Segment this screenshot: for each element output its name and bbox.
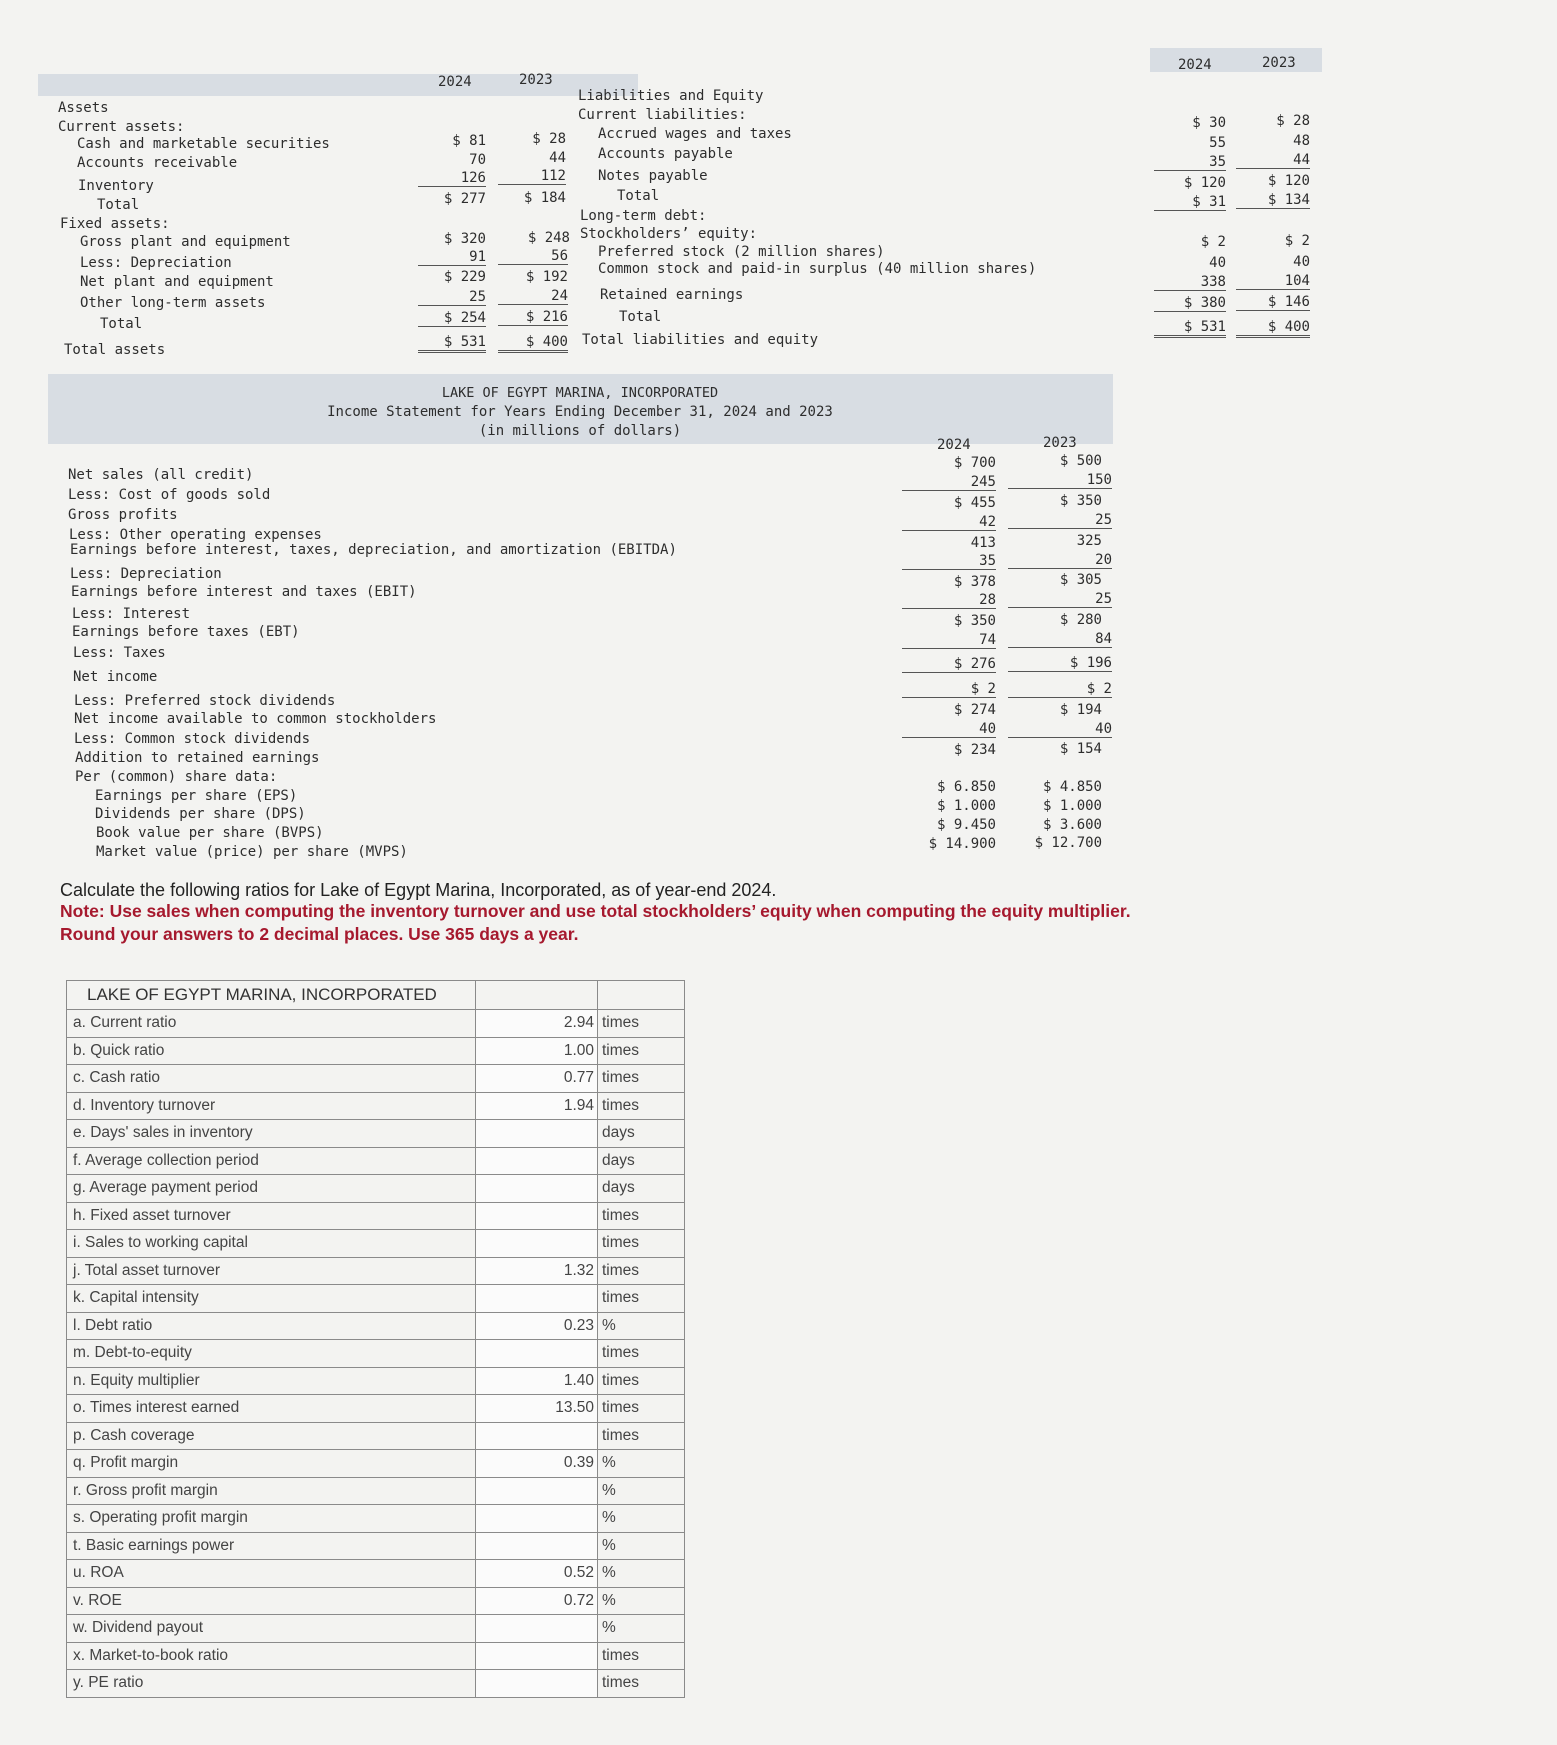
is-row-label: Less: Preferred stock dividends: [74, 693, 336, 709]
ratio-answer-input[interactable]: [476, 1147, 598, 1175]
ratio-row: [67, 1147, 685, 1175]
receivables-2023: 44: [549, 150, 566, 166]
receivables-2024: 70: [469, 152, 486, 168]
per-share-2024: $ 14.900: [928, 836, 996, 852]
total-assets-2024: $ 531: [418, 334, 486, 353]
is-row-label: Less: Taxes: [73, 645, 166, 661]
accrued-label: Accrued wages and taxes: [598, 126, 792, 142]
ratio-unit: times: [598, 1670, 685, 1698]
ratio-unit: %: [598, 1587, 685, 1615]
ratio-label: i. Sales to working capital: [67, 1230, 476, 1258]
ratio-unit: times: [598, 1285, 685, 1313]
ratio-row: [67, 1202, 685, 1230]
ratio-unit: times: [598, 1065, 685, 1093]
is-2024-value: $ 378: [953, 574, 996, 590]
ratio-unit: times: [598, 1010, 685, 1038]
is-2023-value: 150: [1008, 472, 1112, 489]
ratio-unit: %: [598, 1505, 685, 1533]
ratio-label: r. Gross profit margin: [67, 1477, 476, 1505]
ratio-label: a. Current ratio: [67, 1010, 476, 1038]
is-2023-value: 25: [1008, 591, 1112, 608]
ratio-unit: times: [598, 1395, 685, 1423]
is-2024-value: 40: [902, 721, 996, 738]
ratio-label: s. Operating profit margin: [67, 1505, 476, 1533]
total-le-2024: $ 531: [1154, 319, 1226, 338]
is-row-label: Net sales (all credit): [68, 467, 254, 483]
ratio-label: l. Debt ratio: [67, 1312, 476, 1340]
ratio-label: e. Days' sales in inventory: [67, 1120, 476, 1148]
ratio-unit: times: [598, 1092, 685, 1120]
is-2023-value: $ 154: [1059, 741, 1102, 757]
ratio-unit: %: [598, 1560, 685, 1588]
ratio-row: [67, 1230, 685, 1258]
per-share-2023: $ 4.850: [1042, 779, 1102, 795]
other-lt-label: Other long-term assets: [80, 295, 266, 311]
ratio-unit: %: [598, 1477, 685, 1505]
cash-2024: $ 81: [452, 133, 486, 149]
ratio-unit: times: [598, 1367, 685, 1395]
ratio-unit: %: [598, 1450, 685, 1478]
ratio-label: t. Basic earnings power: [67, 1532, 476, 1560]
per-share-label: Dividends per share (DPS): [95, 806, 306, 822]
retained-2023: 104: [1236, 273, 1310, 290]
ratio-answer-input[interactable]: 0.23: [476, 1312, 598, 1340]
ratio-row: [67, 1175, 685, 1203]
is-2023-value: $ 196: [1008, 655, 1112, 672]
fixed-assets-heading: Fixed assets:: [60, 216, 170, 232]
fixed-total-2024: $ 254: [418, 310, 486, 327]
lt-debt-label: Long-term debt:: [580, 208, 707, 224]
retained-label: Retained earnings: [600, 287, 744, 303]
ratio-row: [67, 1340, 685, 1368]
is-row-label: Gross profits: [68, 507, 178, 523]
ratio-label: f. Average collection period: [67, 1147, 476, 1175]
is-row-label: Less: Cost of goods sold: [68, 487, 271, 503]
inventory-2024: 126: [418, 170, 486, 187]
preferred-2023: $ 2: [1284, 233, 1310, 249]
common-label: Common stock and paid-in surplus (40 million shares): [598, 261, 1037, 277]
cl-total-label: Total: [617, 188, 660, 204]
ratio-row: [67, 1560, 685, 1588]
total-le-label: Total liabilities and equity: [582, 332, 819, 348]
ratio-label: p. Cash coverage: [67, 1422, 476, 1450]
ratio-label: h. Fixed asset turnover: [67, 1202, 476, 1230]
ratio-answer-input[interactable]: [476, 1532, 598, 1560]
ratio-label: q. Profit margin: [67, 1450, 476, 1478]
per-share-2024: $ 6.850: [936, 779, 996, 795]
is-2023-value: $ 305: [1059, 572, 1102, 588]
net-plant-2024: $ 229: [443, 269, 486, 285]
notes-2023: 44: [1236, 152, 1310, 169]
total-le-2023: $ 400: [1236, 319, 1310, 338]
is-2024-value: 74: [902, 632, 996, 649]
ratio-row: [67, 1092, 685, 1120]
ratio-row: [67, 1367, 685, 1395]
ratio-label: x. Market-to-book ratio: [67, 1642, 476, 1670]
ratio-unit: times: [598, 1257, 685, 1285]
is-row-label: Less: Other operating expenses: [69, 527, 322, 543]
ratio-answer-input[interactable]: [476, 1477, 598, 1505]
ratio-row: [67, 1450, 685, 1478]
ratio-label: b. Quick ratio: [67, 1037, 476, 1065]
ratio-label: u. ROA: [67, 1560, 476, 1588]
ratio-row: [67, 1120, 685, 1148]
ratio-label: d. Inventory turnover: [67, 1092, 476, 1120]
ratio-answer-input[interactable]: [476, 1285, 598, 1313]
is-row-label: Net income: [73, 669, 158, 685]
le-year-2024: 2024: [1178, 57, 1212, 73]
is-2023-value: $ 280: [1059, 612, 1102, 628]
ratio-answer-input[interactable]: 2.94: [476, 1010, 598, 1038]
ratio-answer-input[interactable]: [476, 1670, 598, 1698]
ratio-unit: days: [598, 1175, 685, 1203]
is-2023-value: 40: [1008, 721, 1112, 738]
is-2024-value: 28: [902, 592, 996, 609]
is-2024-value: 42: [902, 514, 996, 531]
notes-2024: 35: [1154, 154, 1226, 171]
ratio-label: y. PE ratio: [67, 1670, 476, 1698]
per-share-label: Earnings per share (EPS): [95, 788, 298, 804]
ratio-row: [67, 1615, 685, 1643]
preferred-label: Preferred stock (2 million shares): [598, 244, 885, 260]
ratio-answer-input[interactable]: 0.39: [476, 1450, 598, 1478]
is-row-label: Earnings before interest and taxes (EBIT): [71, 584, 417, 600]
current-assets-heading: Current assets:: [58, 119, 185, 135]
ratio-row: [67, 1395, 685, 1423]
is-2024-value: $ 234: [953, 742, 996, 758]
per-share-2023: $ 1.000: [1042, 798, 1102, 814]
ratio-answer-input[interactable]: [476, 1422, 598, 1450]
depreciation-2023: 56: [498, 248, 568, 265]
is-2024-value: $ 700: [953, 455, 996, 471]
ratio-unit: times: [598, 1037, 685, 1065]
se-total-2023: $ 146: [1236, 294, 1310, 311]
payables-2024: 55: [1209, 135, 1226, 151]
ratio-row: [67, 1670, 685, 1698]
total-assets-2023: $ 400: [498, 334, 568, 353]
is-row-label: Addition to retained earnings: [75, 750, 320, 766]
ratio-answer-input[interactable]: 1.40: [476, 1367, 598, 1395]
ratio-answer-input[interactable]: 1.00: [476, 1037, 598, 1065]
is-year-2023: 2023: [1043, 435, 1077, 451]
is-2024-value: 413: [970, 535, 996, 551]
cl-total-2023: $ 120: [1267, 173, 1310, 189]
ratio-unit: times: [598, 1422, 685, 1450]
is-2023-value: 325: [1076, 533, 1102, 549]
is-year-2024: 2024: [937, 437, 971, 453]
accrued-2024: $ 30: [1192, 115, 1226, 131]
is-2024-value: $ 274: [953, 702, 996, 718]
ratio-answer-input[interactable]: 0.72: [476, 1587, 598, 1615]
lt-debt-2024: $ 31: [1154, 194, 1226, 211]
per-share-2024: $ 1.000: [936, 798, 996, 814]
retained-2024: 338: [1154, 274, 1226, 291]
ratio-unit: %: [598, 1615, 685, 1643]
is-2023-value: $ 2: [1008, 681, 1112, 698]
is-2024-value: 245: [902, 474, 996, 491]
is-row-label: Less: Interest: [72, 606, 191, 622]
ratio-unit: %: [598, 1312, 685, 1340]
common-2023: 40: [1293, 254, 1310, 270]
liabilities-heading: Liabilities and Equity: [578, 88, 764, 104]
cash-2023: $ 28: [532, 131, 566, 147]
question-intro: Calculate the following ratios for Lake of Egypt Marina, Incorporated, as of year-end 2024.: [60, 880, 777, 900]
question-rounding: Round your answers to 2 decimal places. Use 365 days a year.: [60, 924, 579, 944]
current-total-2024: $ 277: [443, 191, 486, 207]
ratio-label: j. Total asset turnover: [67, 1257, 476, 1285]
gross-plant-2024: $ 320: [443, 231, 486, 247]
ratio-label: v. ROE: [67, 1587, 476, 1615]
ratio-label: o. Times interest earned: [67, 1395, 476, 1423]
per-share-2023: $ 12.700: [1034, 835, 1102, 851]
per-share-2024: $ 9.450: [936, 817, 996, 833]
accrued-2023: $ 28: [1276, 113, 1310, 129]
ratio-row: [67, 1065, 685, 1093]
gross-plant-2023: $ 248: [527, 230, 570, 246]
ratio-row: [67, 1642, 685, 1670]
ratio-unit: times: [598, 1642, 685, 1670]
ratio-row: [67, 1257, 685, 1285]
payables-label: Accounts payable: [598, 146, 733, 162]
is-2024-value: 35: [902, 553, 996, 570]
ratio-answer-input[interactable]: [476, 1505, 598, 1533]
question-note: Note: Use sales when computing the inventory turnover and use total stockholders’ equity when computing the equity multiplier.: [60, 901, 1131, 921]
ratio-unit: days: [598, 1120, 685, 1148]
ratio-label: m. Debt-to-equity: [67, 1340, 476, 1368]
is-2024-value: $ 455: [953, 495, 996, 511]
is-2023-value: 84: [1008, 631, 1112, 648]
is-2023-value: $ 500: [1059, 453, 1102, 469]
ratio-unit: times: [598, 1340, 685, 1368]
is-row-label: Less: Common stock dividends: [74, 731, 311, 747]
is-2023-value: 20: [1008, 552, 1112, 569]
is-row-label: Net income available to common stockholders: [74, 711, 437, 727]
receivables-label: Accounts receivable: [77, 155, 238, 171]
ratio-row: [67, 1587, 685, 1615]
cash-label: Cash and marketable securities: [77, 136, 330, 152]
ratio-unit: %: [598, 1532, 685, 1560]
cl-total-2024: $ 120: [1183, 175, 1226, 191]
is-row-label: Earnings before interest, taxes, depreciation, and amortization (EBITDA): [70, 542, 677, 558]
inventory-label: Inventory: [78, 178, 154, 194]
is-row-label: Less: Depreciation: [70, 566, 222, 582]
ratio-answer-input[interactable]: [476, 1615, 598, 1643]
ratio-answer-input[interactable]: 1.94: [476, 1092, 598, 1120]
is-2024-value: $ 2: [902, 681, 996, 698]
payables-2023: 48: [1293, 133, 1310, 149]
lt-debt-2023: $ 134: [1236, 192, 1310, 209]
ratio-label: k. Capital intensity: [67, 1285, 476, 1313]
ratio-answer-table: [66, 980, 685, 1698]
ratio-answer-input[interactable]: [476, 1120, 598, 1148]
ratio-row: [67, 1285, 685, 1313]
net-plant-label: Net plant and equipment: [80, 274, 274, 290]
ratio-row: [67, 1422, 685, 1450]
se-total-label: Total: [619, 309, 662, 325]
ratio-unit: times: [598, 1230, 685, 1258]
ratio-answer-input[interactable]: 13.50: [476, 1395, 598, 1423]
total-assets-label: Total assets: [64, 342, 166, 358]
ratio-row: [67, 1505, 685, 1533]
is-2024-value: $ 276: [902, 656, 996, 673]
ratio-answer-input[interactable]: 0.52: [476, 1560, 598, 1588]
is-row-label: Earnings before taxes (EBT): [72, 624, 300, 640]
se-total-2024: $ 380: [1154, 295, 1226, 312]
inventory-2023: 112: [498, 168, 566, 185]
assets-heading: Assets: [58, 100, 109, 116]
is-2023-value: 25: [1008, 512, 1112, 529]
ratio-answer-input[interactable]: [476, 1642, 598, 1670]
income-units: (in millions of dollars): [478, 423, 682, 439]
ratio-table-header-row: [67, 981, 685, 1010]
le-year-2023: 2023: [1262, 55, 1296, 71]
current-total-2023: $ 184: [523, 190, 566, 206]
net-plant-2023: $ 192: [525, 269, 568, 285]
bs-year-2024: 2024: [438, 74, 472, 90]
per-share-label: Market value (price) per share (MVPS): [96, 844, 408, 860]
ratio-answer-input[interactable]: [476, 1230, 598, 1258]
ratio-row: [67, 1312, 685, 1340]
gross-plant-label: Gross plant and equipment: [80, 234, 291, 250]
is-2023-value: $ 194: [1059, 702, 1102, 718]
is-2023-value: $ 350: [1059, 493, 1102, 509]
ratio-unit: days: [598, 1147, 685, 1175]
ratio-answer-input[interactable]: 1.32: [476, 1257, 598, 1285]
fixed-total-2023: $ 216: [498, 309, 568, 326]
liabilities-header-band: [1150, 48, 1322, 72]
notes-label: Notes payable: [598, 168, 708, 184]
depreciation-label: Less: Depreciation: [80, 255, 232, 271]
ratio-row: [67, 1477, 685, 1505]
ratio-table-header: LAKE OF EGYPT MARINA, INCORPORATED: [67, 981, 476, 1010]
ratio-row: [67, 1010, 685, 1038]
other-lt-2024: 25: [418, 289, 486, 306]
other-lt-2023: 24: [498, 288, 568, 305]
current-liabilities-heading: Current liabilities:: [578, 107, 747, 123]
is-2024-value: $ 350: [953, 613, 996, 629]
ratio-label: w. Dividend payout: [67, 1615, 476, 1643]
ratio-row: [67, 1037, 685, 1065]
ratio-label: n. Equity multiplier: [67, 1367, 476, 1395]
ratio-unit: times: [598, 1202, 685, 1230]
ratio-answer-input[interactable]: [476, 1175, 598, 1203]
preferred-2024: $ 2: [1200, 234, 1226, 250]
ratio-label: c. Cash ratio: [67, 1065, 476, 1093]
ratio-answer-input[interactable]: 0.77: [476, 1065, 598, 1093]
current-assets-total-label: Total: [97, 197, 140, 213]
ratio-label: g. Average payment period: [67, 1175, 476, 1203]
income-company-title: LAKE OF EGYPT MARINA, INCORPORATED: [441, 385, 719, 401]
fixed-assets-total-label: Total: [100, 316, 143, 332]
income-subtitle: Income Statement for Years Ending December 31, 2024 and 2023: [327, 404, 833, 420]
common-2024: 40: [1209, 255, 1226, 271]
per-share-label: Book value per share (BVPS): [96, 825, 324, 841]
ratio-row: [67, 1532, 685, 1560]
bs-year-2023: 2023: [519, 72, 553, 88]
ratio-answer-input[interactable]: [476, 1202, 598, 1230]
ratio-answer-input[interactable]: [476, 1340, 598, 1368]
se-heading: Stockholders’ equity:: [580, 226, 758, 242]
per-share-heading: Per (common) share data:: [75, 769, 278, 785]
depreciation-2024: 91: [418, 249, 486, 266]
per-share-2023: $ 3.600: [1042, 817, 1102, 833]
